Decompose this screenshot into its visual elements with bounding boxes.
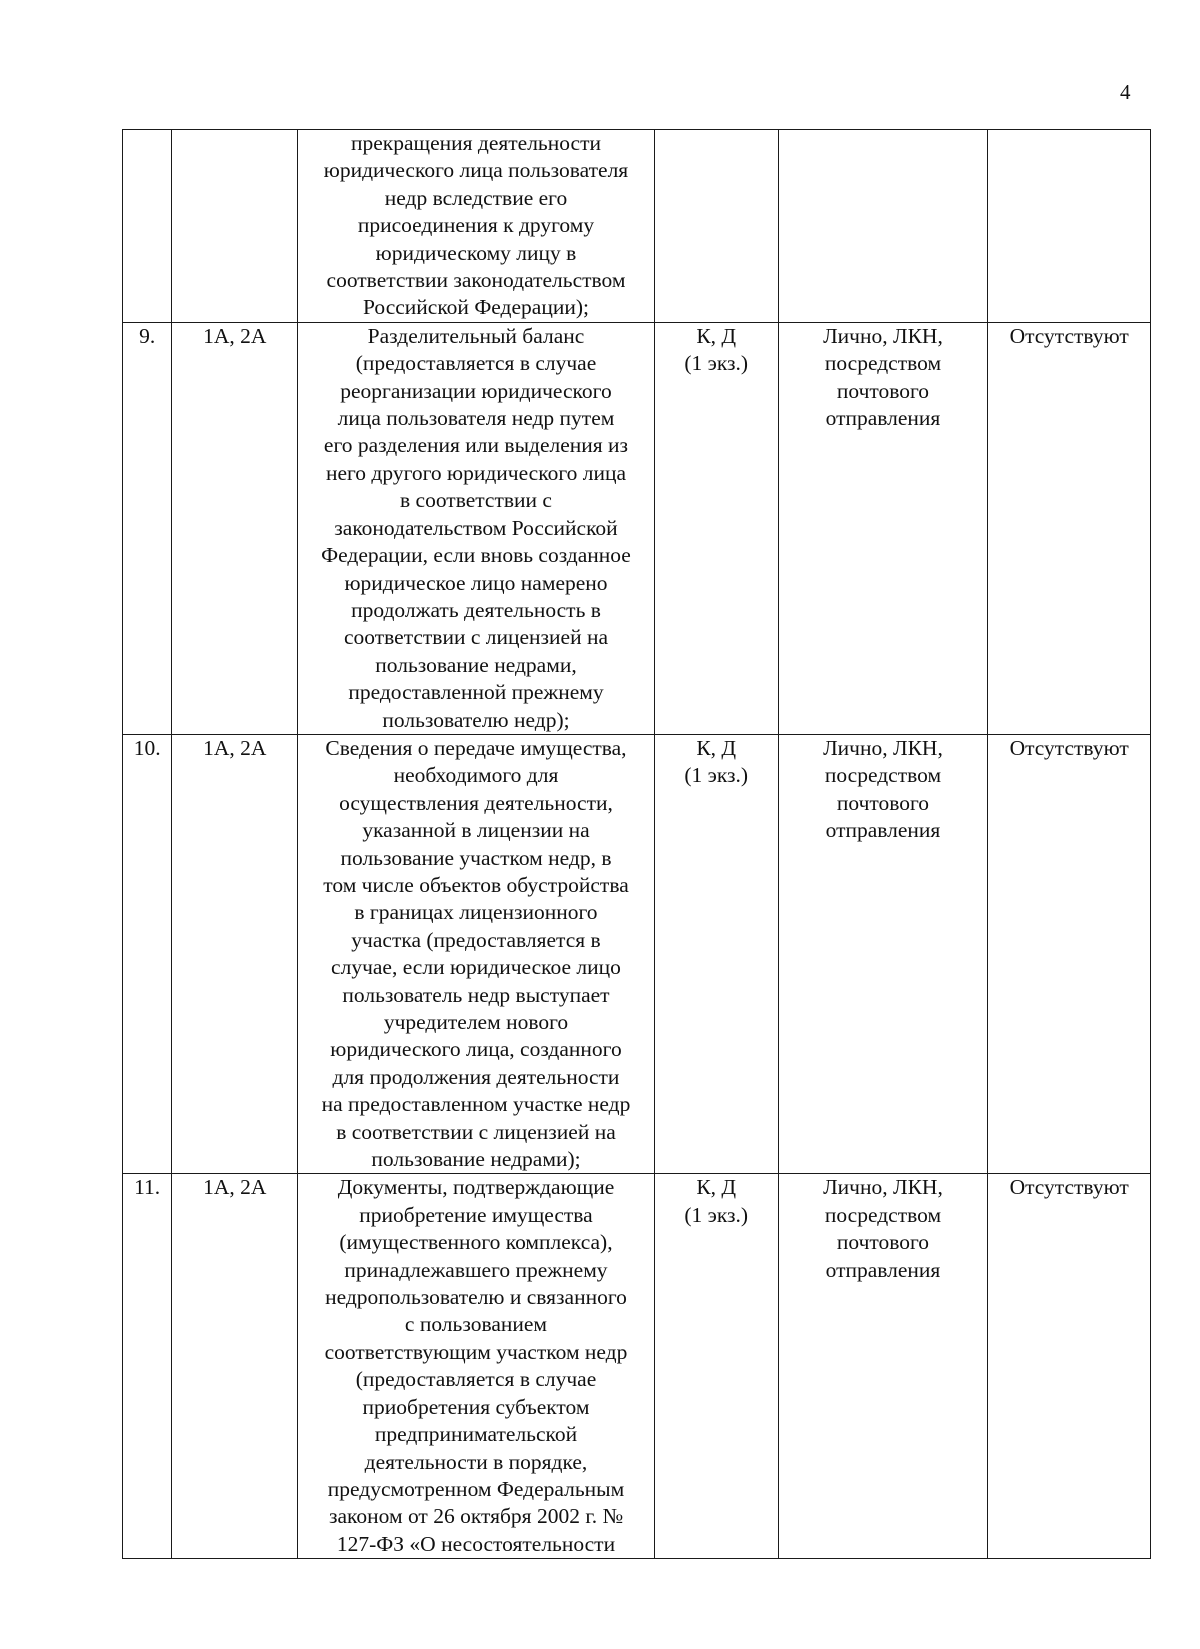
row-number-cell (123, 130, 172, 323)
table-row (123, 322, 1151, 734)
row-code-cell: 1А, 2А (172, 322, 298, 734)
row-code-cell: 1А, 2А (172, 1174, 298, 1559)
row-number-cell: 9. (123, 322, 172, 734)
row-number-cell: 10. (123, 734, 172, 1174)
table-row (123, 130, 1151, 323)
table-row (123, 1174, 1151, 1559)
page-number: 4 (1120, 80, 1131, 104)
row-form-cell (654, 130, 778, 323)
row-code-cell: 1А, 2А (172, 734, 298, 1174)
row-note-cell (988, 130, 1151, 323)
row-note-cell: Отсутствуют (988, 322, 1151, 734)
row-number-cell: 11. (123, 1174, 172, 1559)
row-document-cell: Разделительный баланс (предоставляется в случае реорганизации юридического лица пользователя недр путем его разделения или выделения из него другого юридического лица в соответствии с законодательством Российской Федерации, если вновь созданное юридическое лицо намерено продолжать деятельность в соответствии с лицензией на пользование недрами, предоставленной прежнему пользователю недр); (298, 322, 655, 734)
row-document-cell: Документы, подтверждающие приобретение имущества (имущественного комплекса), принадлежавшего прежнему недропользователю и связанного с пользованием соответствующим участком недр (предоставляется в случае приобретения субъектом предпринимательской деятельности в порядке, предусмотренном Федеральным законом от 26 октября 2002 г. № 127-ФЗ «О несостоятельности (298, 1174, 655, 1559)
table-row (123, 734, 1151, 1174)
row-document-cell: Сведения о передаче имущества, необходимого для осуществления деятельности, указанной в лицензии на пользование участком недр, в том числе объектов обустройства в границах лицензионного участка (предоставляется в случае, если юридическое лицо пользователь недр выступает учредителем нового юридического лица, созданного для продолжения деятельности на предоставленном участке недр в соответствии с лицензией на пользование недрами); (298, 734, 655, 1174)
row-method-cell (778, 130, 988, 323)
row-form-cell: К, Д (1 экз.) (654, 734, 778, 1174)
row-note-cell: Отсутствуют (988, 1174, 1151, 1559)
row-note-cell: Отсутствуют (988, 734, 1151, 1174)
row-document-cell: прекращения деятельности юридического лица пользователя недр вследствие его присоединения к другому юридическому лицу в соответствии законодательством Российской Федерации); (298, 130, 655, 323)
row-code-cell (172, 130, 298, 323)
row-form-cell: К, Д (1 экз.) (654, 1174, 778, 1559)
documents-table (122, 129, 1151, 1559)
row-method-cell: Лично, ЛКН, посредством почтового отправления (778, 734, 988, 1174)
row-method-cell: Лично, ЛКН, посредством почтового отправления (778, 1174, 988, 1559)
row-form-cell: К, Д (1 экз.) (654, 322, 778, 734)
row-method-cell: Лично, ЛКН, посредством почтового отправления (778, 322, 988, 734)
